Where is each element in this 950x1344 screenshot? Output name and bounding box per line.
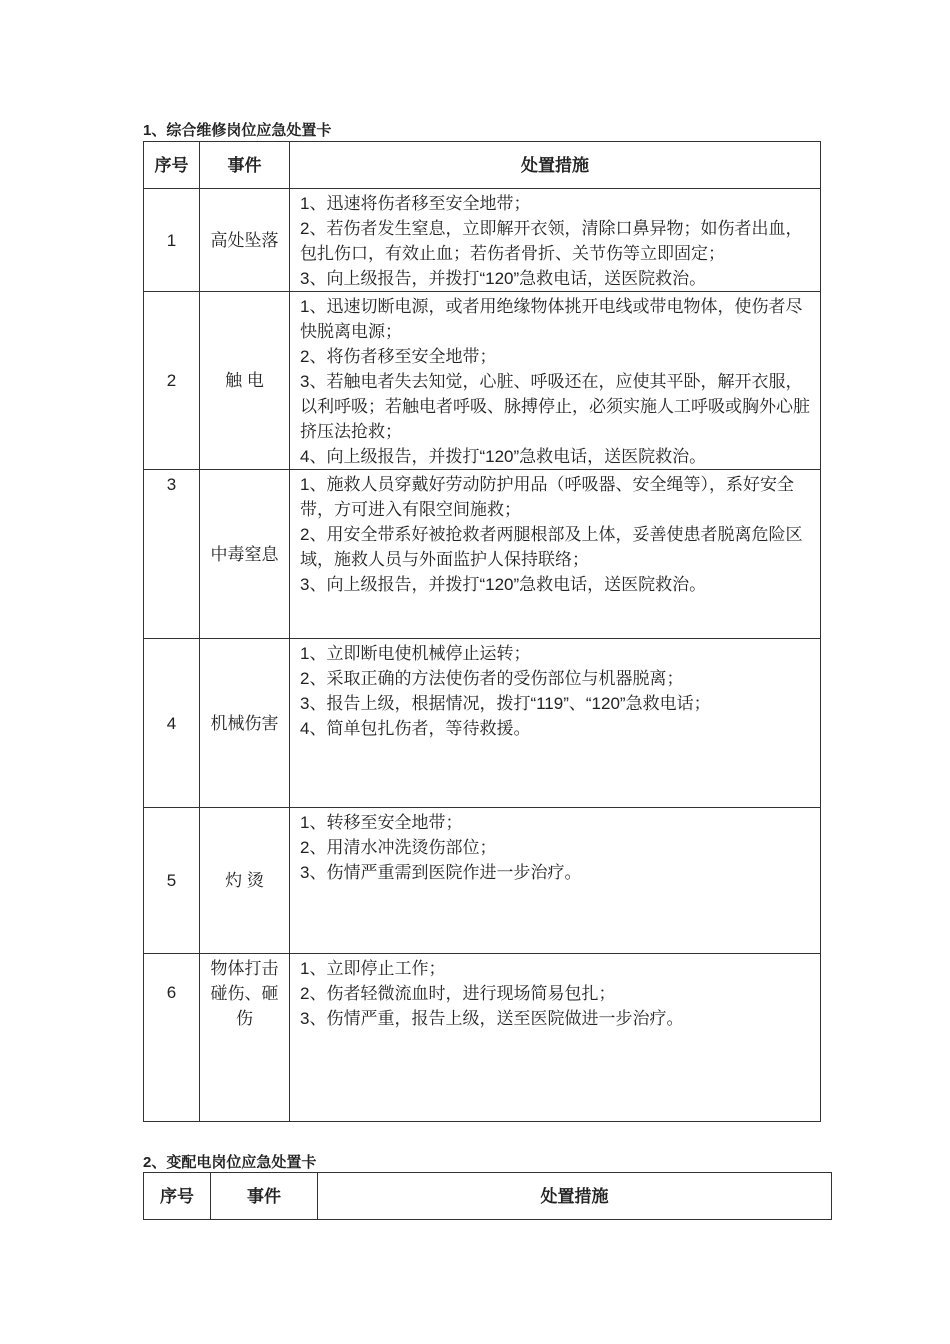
- measure-item: 3、伤情严重，报告上级，送至医院做进一步治疗。: [300, 1009, 684, 1028]
- table-header: [144, 142, 821, 189]
- table-row: [144, 639, 821, 808]
- cell-seq: 6: [144, 954, 200, 1122]
- measure-item: 3、若触电者失去知觉，心脏、呼吸还在，应使其平卧，解开衣服，以利呼吸；若触电者呼吸、脉搏停止，必须实施人工呼吸或胸外心脏挤压法抢救；: [300, 372, 810, 441]
- measure-item: 1、转移至安全地带；: [300, 813, 463, 832]
- event-label: 触 电: [225, 371, 264, 390]
- measure-item: 3、向上级报告，并拨打“120”急救电话，送医院救治。: [300, 575, 707, 594]
- event-label: 机械伤害: [210, 713, 279, 733]
- section1-title: 1、综合维修岗位应急处置卡: [143, 122, 332, 139]
- section2-title: 2、变配电岗位应急处置卡: [143, 1154, 317, 1171]
- measure-item: 1、施救人员穿戴好劳动防护用品（呼吸器、安全绳等），系好安全带，方可进入有限空间施救；: [300, 475, 794, 519]
- event-label: 中毒窒息: [210, 544, 279, 564]
- measure-item: 4、向上级报告，并拨打“120”急救电话，送医院救治。: [300, 447, 707, 466]
- header-seq: 序号: [144, 142, 200, 189]
- cell-event: [200, 808, 290, 954]
- measure-item: 2、采取正确的方法使伤者的受伤部位与机器脱离；: [300, 669, 684, 688]
- event-label: 高处坠落: [210, 230, 279, 250]
- table-row: [144, 954, 821, 1122]
- table-row: [144, 808, 821, 954]
- event-label: 物体打击碰伤、砸伤: [210, 959, 279, 1028]
- measure-item: 3、向上级报告，并拨打“120”急救电话，送医院救治。: [300, 269, 707, 288]
- cell-measures: [290, 470, 821, 639]
- cell-measures: [290, 808, 821, 954]
- cell-seq: 1: [144, 189, 200, 292]
- emergency-table-1: [143, 141, 821, 1122]
- cell-event: [200, 292, 290, 470]
- event-label: 灼 烫: [225, 871, 264, 890]
- table-row: [144, 470, 821, 639]
- cell-seq: 4: [144, 639, 200, 808]
- measure-item: 3、报告上级，根据情况，拨打“119”、“120”急救电话；: [300, 694, 711, 713]
- cell-measures: [290, 189, 821, 292]
- table-header: [144, 1173, 832, 1220]
- measure-item: 1、迅速将伤者移至安全地带；: [300, 194, 531, 213]
- measure-item: 1、立即停止工作；: [300, 959, 446, 978]
- cell-event: [200, 639, 290, 808]
- cell-event: [200, 189, 290, 292]
- measure-item: 2、用清水冲洗烫伤部位；: [300, 838, 497, 857]
- cell-measures: [290, 954, 821, 1122]
- cell-seq: 5: [144, 808, 200, 954]
- measure-item: 2、用安全带系好被抢救者两腿根部及上体，妥善使患者脱离危险区域，施救人员与外面监护人保持联络；: [300, 525, 803, 569]
- measure-item: 3、伤情严重需到医院作进一步治疗。: [300, 863, 582, 882]
- table-row: [144, 189, 821, 292]
- cell-event: [200, 470, 290, 639]
- cell-event: [200, 954, 290, 1122]
- measure-item: 4、简单包扎伤者，等待救援。: [300, 719, 531, 738]
- measure-item: 2、伤者轻微流血时，进行现场简易包扎；: [300, 984, 616, 1003]
- header-measures: 处置措施: [290, 142, 821, 189]
- table-row: [144, 292, 821, 470]
- emergency-table-2: [143, 1172, 832, 1220]
- measure-item: 2、若伤者发生窒息，立即解开衣领，清除口鼻异物；如伤者出血，包扎伤口，有效止血；若伤者骨折、关节伤等立即固定；: [300, 219, 803, 263]
- measure-item: 1、迅速切断电源，或者用绝缘物体挑开电线或带电物体，使伤者尽快脱离电源；: [300, 297, 803, 341]
- cell-seq: 2: [144, 292, 200, 470]
- cell-measures: [290, 639, 821, 808]
- header-event: 事件: [200, 142, 290, 189]
- cell-seq: 3: [144, 470, 200, 639]
- header-measures: 处置措施: [318, 1173, 832, 1220]
- measure-item: 1、立即断电使机械停止运转；: [300, 644, 531, 663]
- cell-measures: [290, 292, 821, 470]
- header-seq: 序号: [144, 1173, 211, 1220]
- measure-item: 2、将伤者移至安全地带；: [300, 347, 497, 366]
- header-event: 事件: [211, 1173, 318, 1220]
